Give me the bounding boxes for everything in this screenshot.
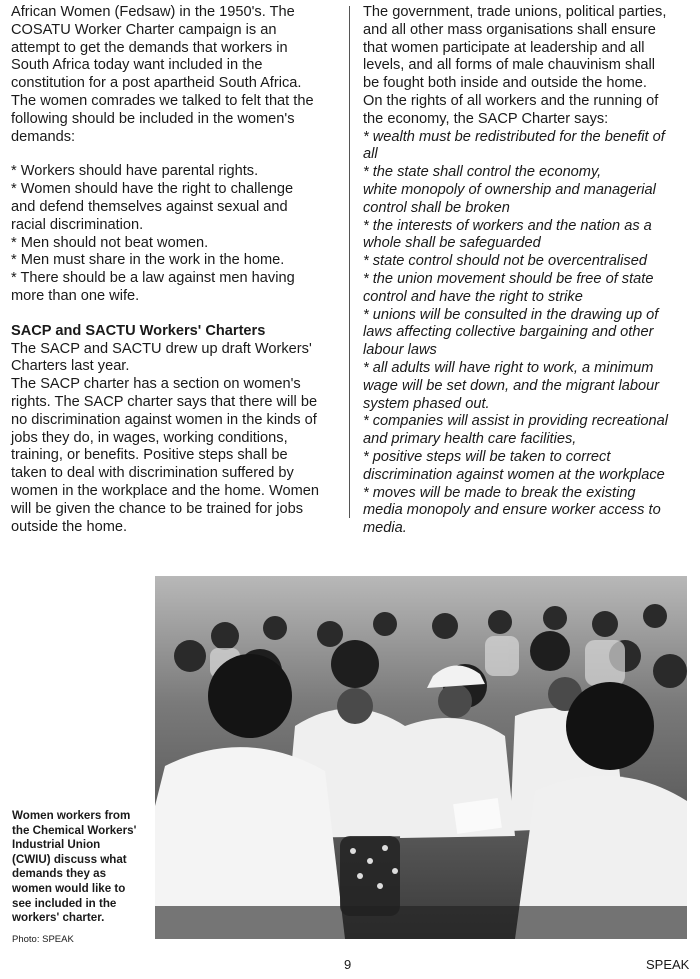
- sacp-charter-list: [363, 129, 693, 538]
- womens-demands-list: [11, 163, 341, 305]
- charter-line: and primary health care facilities,: [363, 431, 577, 448]
- demand-line: * There should be a law against men having: [11, 270, 295, 287]
- text-line: constitution for a post apartheid South Africa.: [11, 75, 302, 92]
- section-heading: SACP and SACTU Workers' Charters: [11, 322, 266, 339]
- demand-line: racial discrimination.: [11, 216, 144, 233]
- charter-line: control and have the right to strike: [363, 288, 583, 305]
- text-line: Charters last year.: [11, 358, 130, 375]
- caption-line: women would like to: [12, 881, 126, 895]
- text-line: On the rights of all workers and the running of: [363, 92, 659, 109]
- caption-line: Industrial Union: [12, 838, 101, 852]
- charter-line: * positive steps will be taken to correct: [363, 448, 611, 465]
- text-line: rights. The SACP charter says that there will be: [11, 393, 318, 410]
- caption-line: see included in the: [12, 896, 117, 910]
- charter-line: * the state shall control the economy,: [363, 164, 602, 181]
- text-line: The women comrades we talked to felt that the: [11, 92, 314, 109]
- page-number: 9: [344, 957, 352, 972]
- demand-line: * Women should have the right to challenge: [11, 181, 294, 198]
- charter-line: control shall be broken: [363, 199, 510, 216]
- magazine-name: SPEAK: [646, 957, 690, 972]
- demand-line: * Workers should have parental rights.: [11, 163, 259, 180]
- right-intro-paragraph: [363, 4, 693, 129]
- charter-line: discrimination against women at the workplace: [363, 466, 665, 483]
- charters-paragraph-2: [11, 376, 341, 536]
- charter-line: * state control should not be overcentralised: [363, 253, 647, 270]
- text-line: training, or benefits. Positive steps shall be: [11, 447, 288, 464]
- text-line: The government, trade unions, political parties,: [363, 4, 667, 20]
- charter-line: * wealth must be redistributed for the benefit of: [363, 128, 665, 145]
- charter-line: * unions will be consulted in the drawing up of: [363, 306, 659, 323]
- text-line: no discrimination against women in the kinds of: [11, 411, 317, 428]
- charter-line: whole shall be safeguarded: [363, 235, 541, 252]
- left-column: [11, 4, 341, 536]
- charter-line: media monopoly and ensure worker access to: [363, 502, 661, 519]
- paragraph-gap: [11, 146, 341, 163]
- text-line: following should be included in the women's: [11, 110, 295, 127]
- demand-line: and defend themselves against sexual and: [11, 198, 288, 215]
- right-column: [363, 4, 693, 538]
- text-line: and all other mass organisations shall ensure: [363, 21, 656, 38]
- charter-line: wage will be set down, and the migrant labour: [363, 377, 660, 394]
- photo-illustration: [155, 576, 687, 939]
- charters-paragraph-1: [11, 341, 341, 377]
- charter-line: laws affecting collective bargaining and other: [363, 324, 654, 341]
- charter-line: white monopoly of ownership and managerial: [363, 181, 656, 198]
- text-line: South Africa today want included in the: [11, 57, 263, 74]
- text-line: demands:: [11, 128, 76, 145]
- demand-line: more than one wife.: [11, 287, 140, 304]
- charter-line: * the interests of workers and the nation as a: [363, 217, 652, 234]
- photo-credit: Photo: SPEAK: [12, 934, 74, 945]
- charter-line: system phased out.: [363, 395, 490, 412]
- text-line: that women participate at leadership and all: [363, 39, 645, 56]
- text-line: The SACP charter has a section on women's: [11, 376, 301, 393]
- caption-line: the Chemical Workers': [12, 823, 137, 837]
- charter-line: * all adults will have right to work, a minimum: [363, 359, 654, 376]
- section-gap: [11, 306, 341, 323]
- text-line: African Women (Fedsaw) in the 1950's. The: [11, 4, 295, 20]
- caption-line: demands they as: [12, 867, 107, 881]
- text-line: The SACP and SACTU drew up draft Workers': [11, 340, 312, 357]
- text-line: outside the home.: [11, 518, 128, 535]
- text-line: COSATU Worker Charter campaign is an: [11, 21, 277, 38]
- demand-line: * Men must share in the work in the home.: [11, 252, 285, 269]
- caption-line: workers' charter.: [12, 911, 105, 925]
- caption-line: (CWIU) discuss what: [12, 852, 127, 866]
- charter-line: media.: [363, 520, 407, 537]
- charter-line: * moves will be made to break the existing: [363, 484, 636, 501]
- demand-line: * Men should not beat women.: [11, 234, 209, 251]
- charter-line: all: [363, 146, 378, 163]
- text-line: levels, and all forms of male chauvinism shall: [363, 57, 655, 74]
- text-line: the economy, the SACP Charter says:: [363, 110, 609, 127]
- text-line: women in the workplace and the home. Women: [11, 482, 319, 499]
- text-line: be fought both inside and outside the home.: [363, 75, 647, 92]
- meeting-photo: [155, 576, 687, 939]
- text-line: jobs they do, in wages, working conditions,: [11, 429, 288, 446]
- left-intro-paragraph: [11, 4, 341, 146]
- text-line: attempt to get the demands that workers in: [11, 39, 288, 56]
- charter-line: * the union movement should be free of state: [363, 270, 654, 287]
- charter-line: * companies will assist in providing recreational: [363, 413, 668, 430]
- charter-line: labour laws: [363, 342, 437, 359]
- photo-caption: [12, 809, 152, 926]
- text-line: will be given the chance to be trained for jobs: [11, 500, 304, 517]
- caption-line: Women workers from: [12, 809, 131, 822]
- column-divider: [349, 6, 350, 518]
- text-line: taken to deal with discrimination suffered by: [11, 465, 294, 482]
